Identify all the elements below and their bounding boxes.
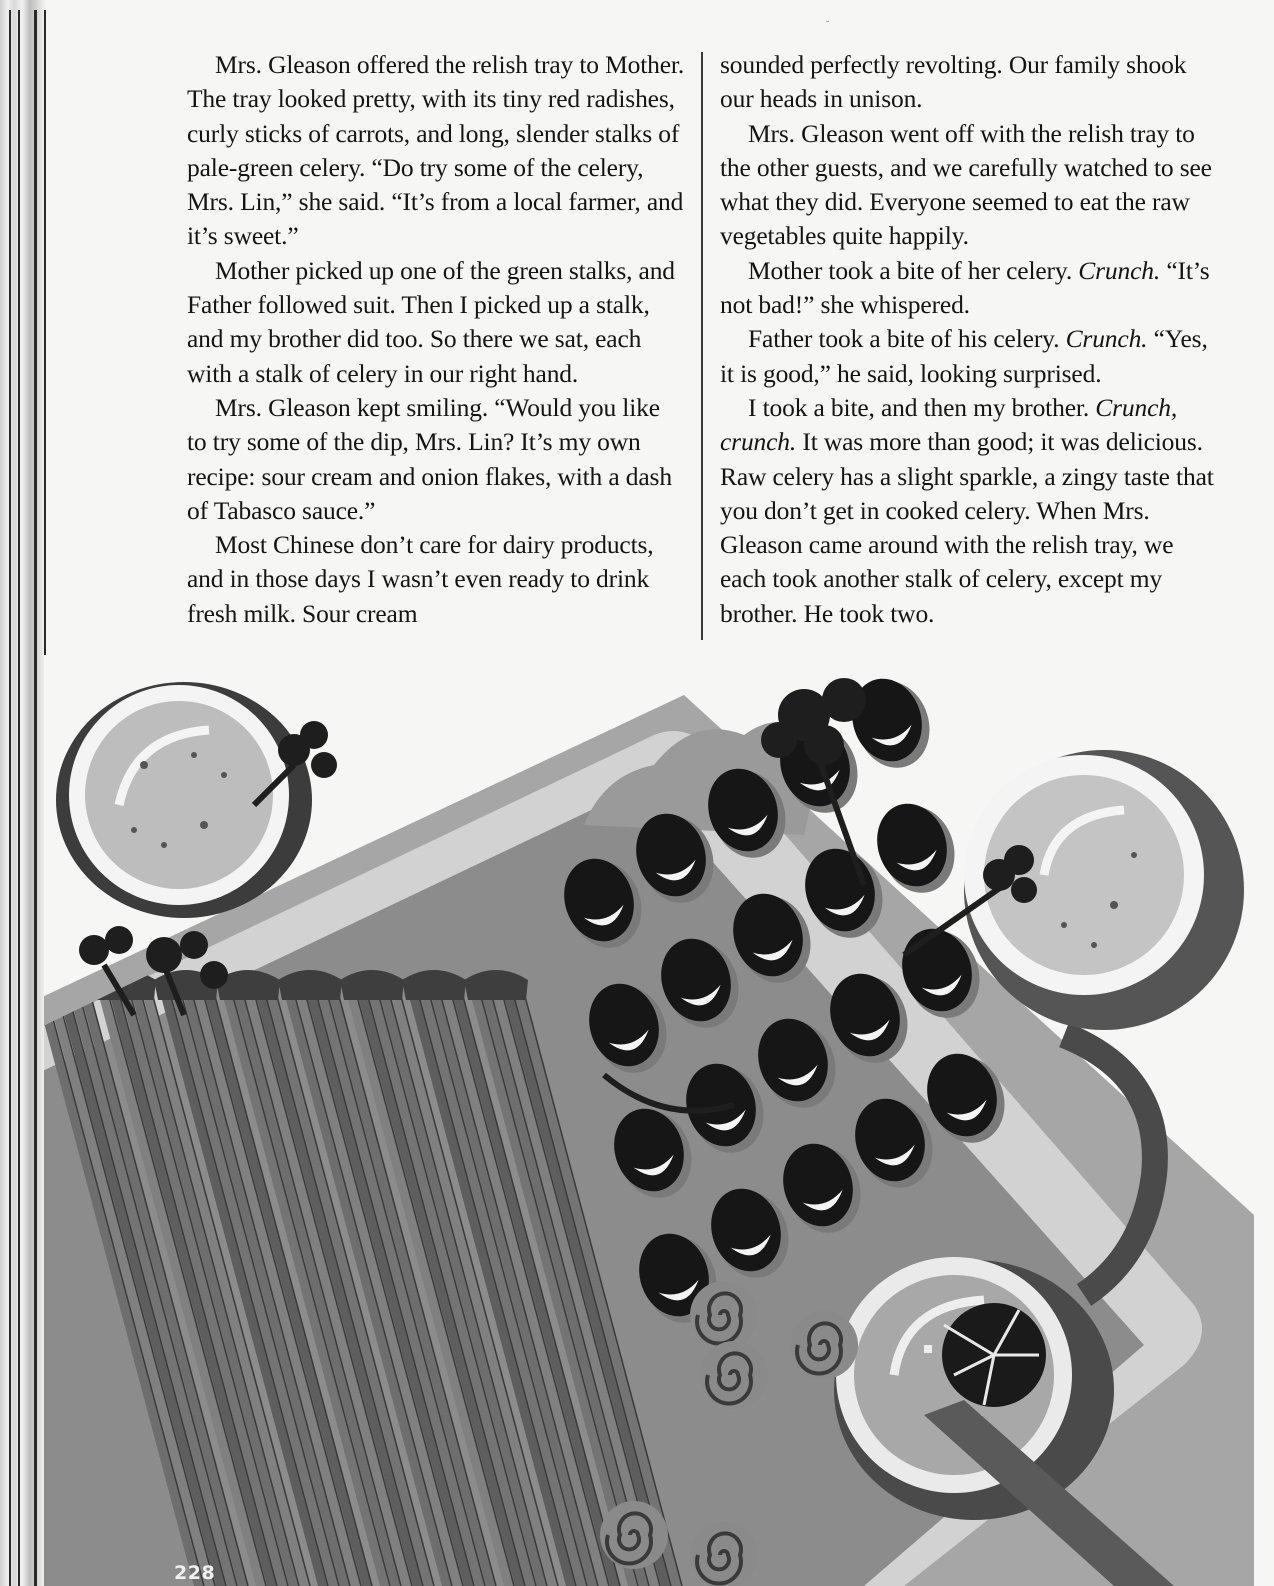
text-run: “It’s not bad!” she whispered. [720, 255, 1210, 320]
text-run: Father took a bite of his celery. [748, 324, 1066, 354]
binding-line [9, 10, 11, 1586]
dip-bowl [56, 682, 312, 918]
text-run: I took a bite, and then my brother. [748, 392, 1096, 422]
paragraph [720, 391, 1220, 631]
left-text-column [187, 48, 685, 631]
paragraph [187, 48, 685, 254]
text-run: Mrs. Gleason went off with the relish tray to the other guests, and we carefully watched to see what they did. Everyone seemed to eat the raw vegetables quite happily. [720, 118, 1212, 251]
carrot-curl [700, 1341, 768, 1409]
carrot-curl [690, 1281, 758, 1349]
binding-line [18, 10, 20, 1586]
scan-speck: ˘ [826, 20, 830, 31]
paragraph [720, 117, 1220, 254]
carrot-curl [600, 1501, 668, 1569]
text-run: sounded perfectly revolting. Our family shook our heads in unison. [720, 50, 1187, 114]
text-run: Mrs. Gleason offered the relish tray to Mother. The tray looked pretty, with its tiny red radishes, curly sticks of carrots, and long, slender stalks of pale-green celery. “Do try some of the celery, Mrs. Lin,” she said. “It’s from a local farmer, and it’s sweet.” [187, 50, 685, 251]
text-run: “Yes, it is good,” he said, looking surprised. [720, 324, 1208, 388]
carrot-curl [790, 1311, 858, 1379]
page-number: 228 [174, 1562, 216, 1584]
right-text-column [720, 48, 1220, 631]
column-divider [701, 52, 703, 640]
carrot-curl [690, 1521, 758, 1586]
text-run: Mother took a bite of her celery. [748, 255, 1079, 285]
paragraph [187, 391, 685, 528]
italic-text: Crunch. [1078, 255, 1161, 285]
italic-text: Crunch. [1065, 324, 1148, 354]
paragraph [187, 254, 685, 391]
paragraph [720, 322, 1220, 391]
dip-bowl [964, 750, 1244, 1030]
text-run: Mrs. Gleason kept smiling. “Would you like to try some of the dip, Mrs. Lin? It’s my own recipe: sour cream and onion flakes, with a dash of Tabasco sauce.” [187, 392, 672, 525]
text-run: Most Chinese don’t care for dairy products, and in those days I wasn’t even ready to drink fresh milk. Sour cream [187, 530, 654, 628]
paragraph [720, 48, 1220, 117]
relish-tray-illustration [44, 655, 1254, 1586]
paragraph [187, 528, 685, 631]
binding-line [34, 10, 37, 1586]
text-run: Mother picked up one of the green stalks, and Father followed suit. Then I picked up a stalk, and my brother did too. So there we sat, each with a stalk of celery in our right hand. [187, 255, 675, 388]
italic-text: Crunch, crunch. [720, 392, 1178, 457]
text-run: It was more than good; it was delicious. Raw celery has a slight sparkle, a zingy taste that you don’t get in cooked celery. When Mrs. Gleason came around with the relish tray, we each took another stalk of celery, except my brother. He took two. [720, 427, 1214, 628]
paragraph [720, 254, 1220, 323]
